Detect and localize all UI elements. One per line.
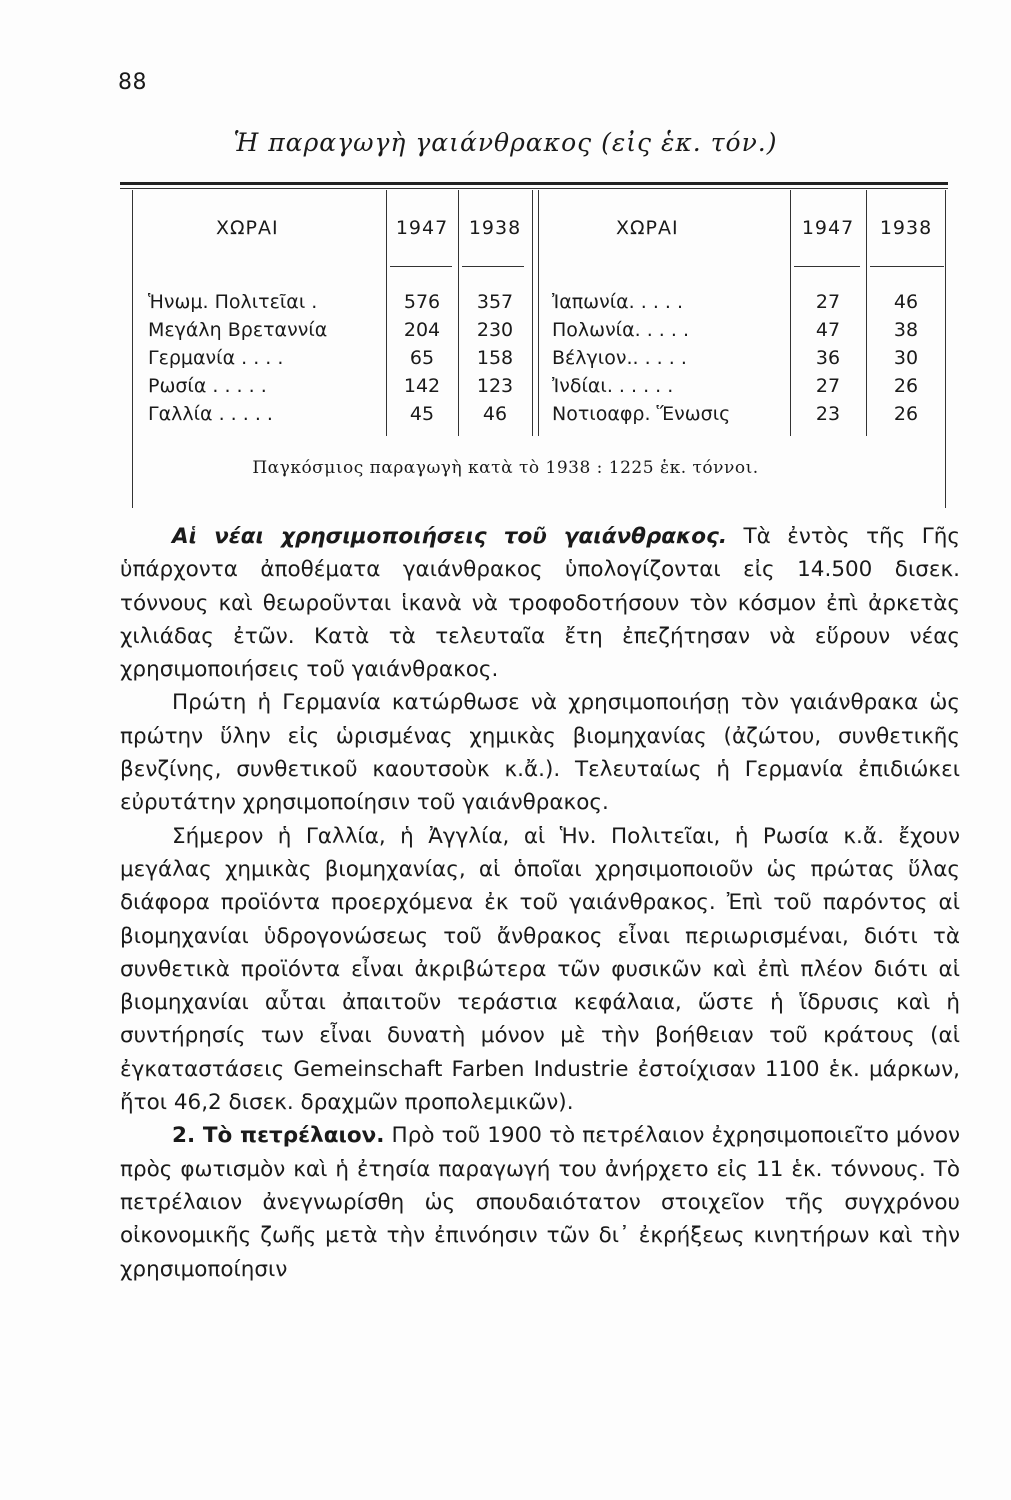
header-countries-right: ΧΩΡΑΙ bbox=[616, 217, 679, 239]
header-1938-left: 1938 bbox=[468, 217, 522, 239]
paragraph-body: Τὰ ἐντὸς τῆς Γῆς ὑπάρχοντα ἀποθέματα γαιάνθρακος ὑπολογίζονται εἰς 14.500 δισεκ. τόννους καὶ θεωροῦνται ἱκανὰ νὰ τροφοδοτήσουν τὸν κόσμον ἐπὶ ἀρκετὰς χιλιάδας ἐτῶν. Κατὰ τὰ τελευταῖα ἔτη ἐπεζήτησαν νὰ εὕρουν νέας χρησιμοποιήσεις τοῦ γαιάνθρακος. bbox=[120, 524, 960, 683]
row-value-1938: 26 bbox=[893, 403, 919, 425]
paragraph bbox=[120, 520, 960, 686]
row-value-1938: 30 bbox=[893, 347, 919, 369]
row-country: Ἰνδίαι. . . . . . bbox=[552, 375, 674, 397]
paragraph: Σήμερον ἡ Γαλλία, ἡ Ἀγγλία, αἱ Ἡν. Πολιτεῖαι, ἡ Ρωσία κ.ἄ. ἔχουν μεγάλας χημικὰς βιομηχανίας, αἱ ὁποῖαι χρησιμοποιοῦν ὡς πρώτας ὕλας διάφορα προϊόντα προερχόμενα ἐκ τοῦ γαιάνθρακος. Ἐπὶ τοῦ παρόντος αἱ βιομηχανίαι ὑδρογονώσεως τοῦ ἄνθρακος εἶναι περιωρισμέναι, διότι τὰ συνθετικὰ προϊόντα εἶναι ἀκριβώτερα τῶν φυσικῶν καὶ ἐπὶ πλέον διότι αἱ βιομηχανίαι αὗται ἀπαιτοῦν τεράστια κεφάλαια, ὥστε ἡ ἵδρυσις καὶ ἡ συντήρησίς των εἶναι δυνατὴ μόνον μὲ τὴν βοήθειαν τοῦ κράτους (αἱ ἐγκαταστάσεις Gemeinschaft Farben Industrie ἐστοίχισαν 1100 ἑκ. μάρκων, ἤτοι 46,2 δισεκ. δραχμῶν προπολεμικῶν). bbox=[120, 823, 960, 1116]
page-number: 88 bbox=[118, 70, 147, 95]
row-value-1938: 26 bbox=[893, 375, 919, 397]
middle-divider bbox=[532, 190, 533, 436]
row-value-1947: 576 bbox=[403, 291, 441, 313]
paragraph bbox=[120, 1119, 960, 1285]
header-1947-right: 1947 bbox=[801, 217, 855, 239]
header-1938-right: 1938 bbox=[879, 217, 933, 239]
row-value-1947: 23 bbox=[815, 403, 841, 425]
header-underline bbox=[794, 266, 860, 267]
row-country: Ρωσία . . . . . bbox=[148, 375, 267, 397]
row-country: Ἡνωμ. Πολιτεῖαι . bbox=[148, 291, 318, 313]
table-title: Ἡ παραγωγὴ γαιάνθρακος (εἰς ἑκ. τόν.) bbox=[233, 128, 778, 157]
row-value-1938: 46 bbox=[482, 403, 508, 425]
section-heading: 2. Τὸ πετρέλαιον. bbox=[172, 1123, 385, 1149]
row-country: Γαλλία . . . . . bbox=[148, 403, 273, 425]
row-country: Ἰαπωνία. . . . . bbox=[552, 291, 684, 313]
header-underline bbox=[870, 266, 944, 267]
paragraph-body: Πρὸ τοῦ 1900 τὸ πετρέλαιον ἐχρησιμοποιεῖτο μόνον πρὸς φωτισμὸν καὶ ἡ ἐτησία παραγωγή του ἀνήρχετο εἰς 11 ἑκ. τόννους. Τὸ πετρέλαιον ἀνεγνωρίσθη ὡς σπουδαιότατον στοιχεῖον τῆς συγχρόνου οἰκονομικῆς ζωῆς μετὰ τὴν ἐπινόησιν τῶν δι᾽ ἐκρήξεως κινητήρων καὶ τὴν χρησιμοποίησιν bbox=[120, 1123, 960, 1282]
paragraph: Πρώτη ἡ Γερμανία κατώρθωσε νὰ χρησιμοποιήσῃ τὸν γαιάνθρακα ὡς πρώτην ὕλην εἰς ὡρισμένας χημικὰς βιομηχανίας (ἀζώτου, συνθετικῆς βενζίνης, συνθετικοῦ καουτσοὺκ κ.ἄ.). Τελευταίως ἡ Γερμανία ἐπιδιώκει εὐρυτάτην χρησιμοποίησιν τοῦ γαιάνθρακος. bbox=[120, 690, 960, 816]
row-country: Γερμανία . . . . bbox=[148, 347, 284, 369]
row-value-1947: 204 bbox=[403, 319, 441, 341]
body-text bbox=[120, 520, 960, 1286]
row-value-1938: 230 bbox=[476, 319, 514, 341]
row-value-1947: 27 bbox=[815, 375, 841, 397]
row-value-1947: 45 bbox=[409, 403, 435, 425]
row-value-1938: 46 bbox=[893, 291, 919, 313]
row-value-1938: 123 bbox=[476, 375, 514, 397]
header-underline bbox=[390, 266, 452, 267]
header-underline bbox=[462, 266, 524, 267]
row-country: Πολωνία. . . . . bbox=[552, 319, 689, 341]
table-top-rule bbox=[120, 182, 948, 185]
row-value-1947: 142 bbox=[403, 375, 441, 397]
middle-divider bbox=[538, 190, 539, 436]
row-value-1938: 158 bbox=[476, 347, 514, 369]
section-heading: Αἱ νέαι χρησιμοποιήσεις τοῦ γαιάνθρακος. bbox=[172, 524, 727, 549]
header-countries-left: ΧΩΡΑΙ bbox=[216, 217, 279, 239]
world-production-total: Παγκόσμιος παραγωγὴ κατὰ τὸ 1938 : 1225 ἑκ. τόννοι. bbox=[252, 458, 759, 478]
header-1947-left: 1947 bbox=[395, 217, 449, 239]
row-country: Βέλγιον.. . . . . bbox=[552, 347, 687, 369]
row-value-1947: 65 bbox=[409, 347, 435, 369]
row-value-1947: 36 bbox=[815, 347, 841, 369]
row-value-1947: 47 bbox=[815, 319, 841, 341]
row-value-1947: 27 bbox=[815, 291, 841, 313]
row-value-1938: 357 bbox=[476, 291, 514, 313]
row-country: Νοτιοαφρ. Ἕνωσις bbox=[552, 403, 731, 425]
row-value-1938: 38 bbox=[893, 319, 919, 341]
row-country: Μεγάλη Βρεταννία bbox=[148, 319, 328, 341]
table-top-rule-thin bbox=[120, 188, 948, 189]
